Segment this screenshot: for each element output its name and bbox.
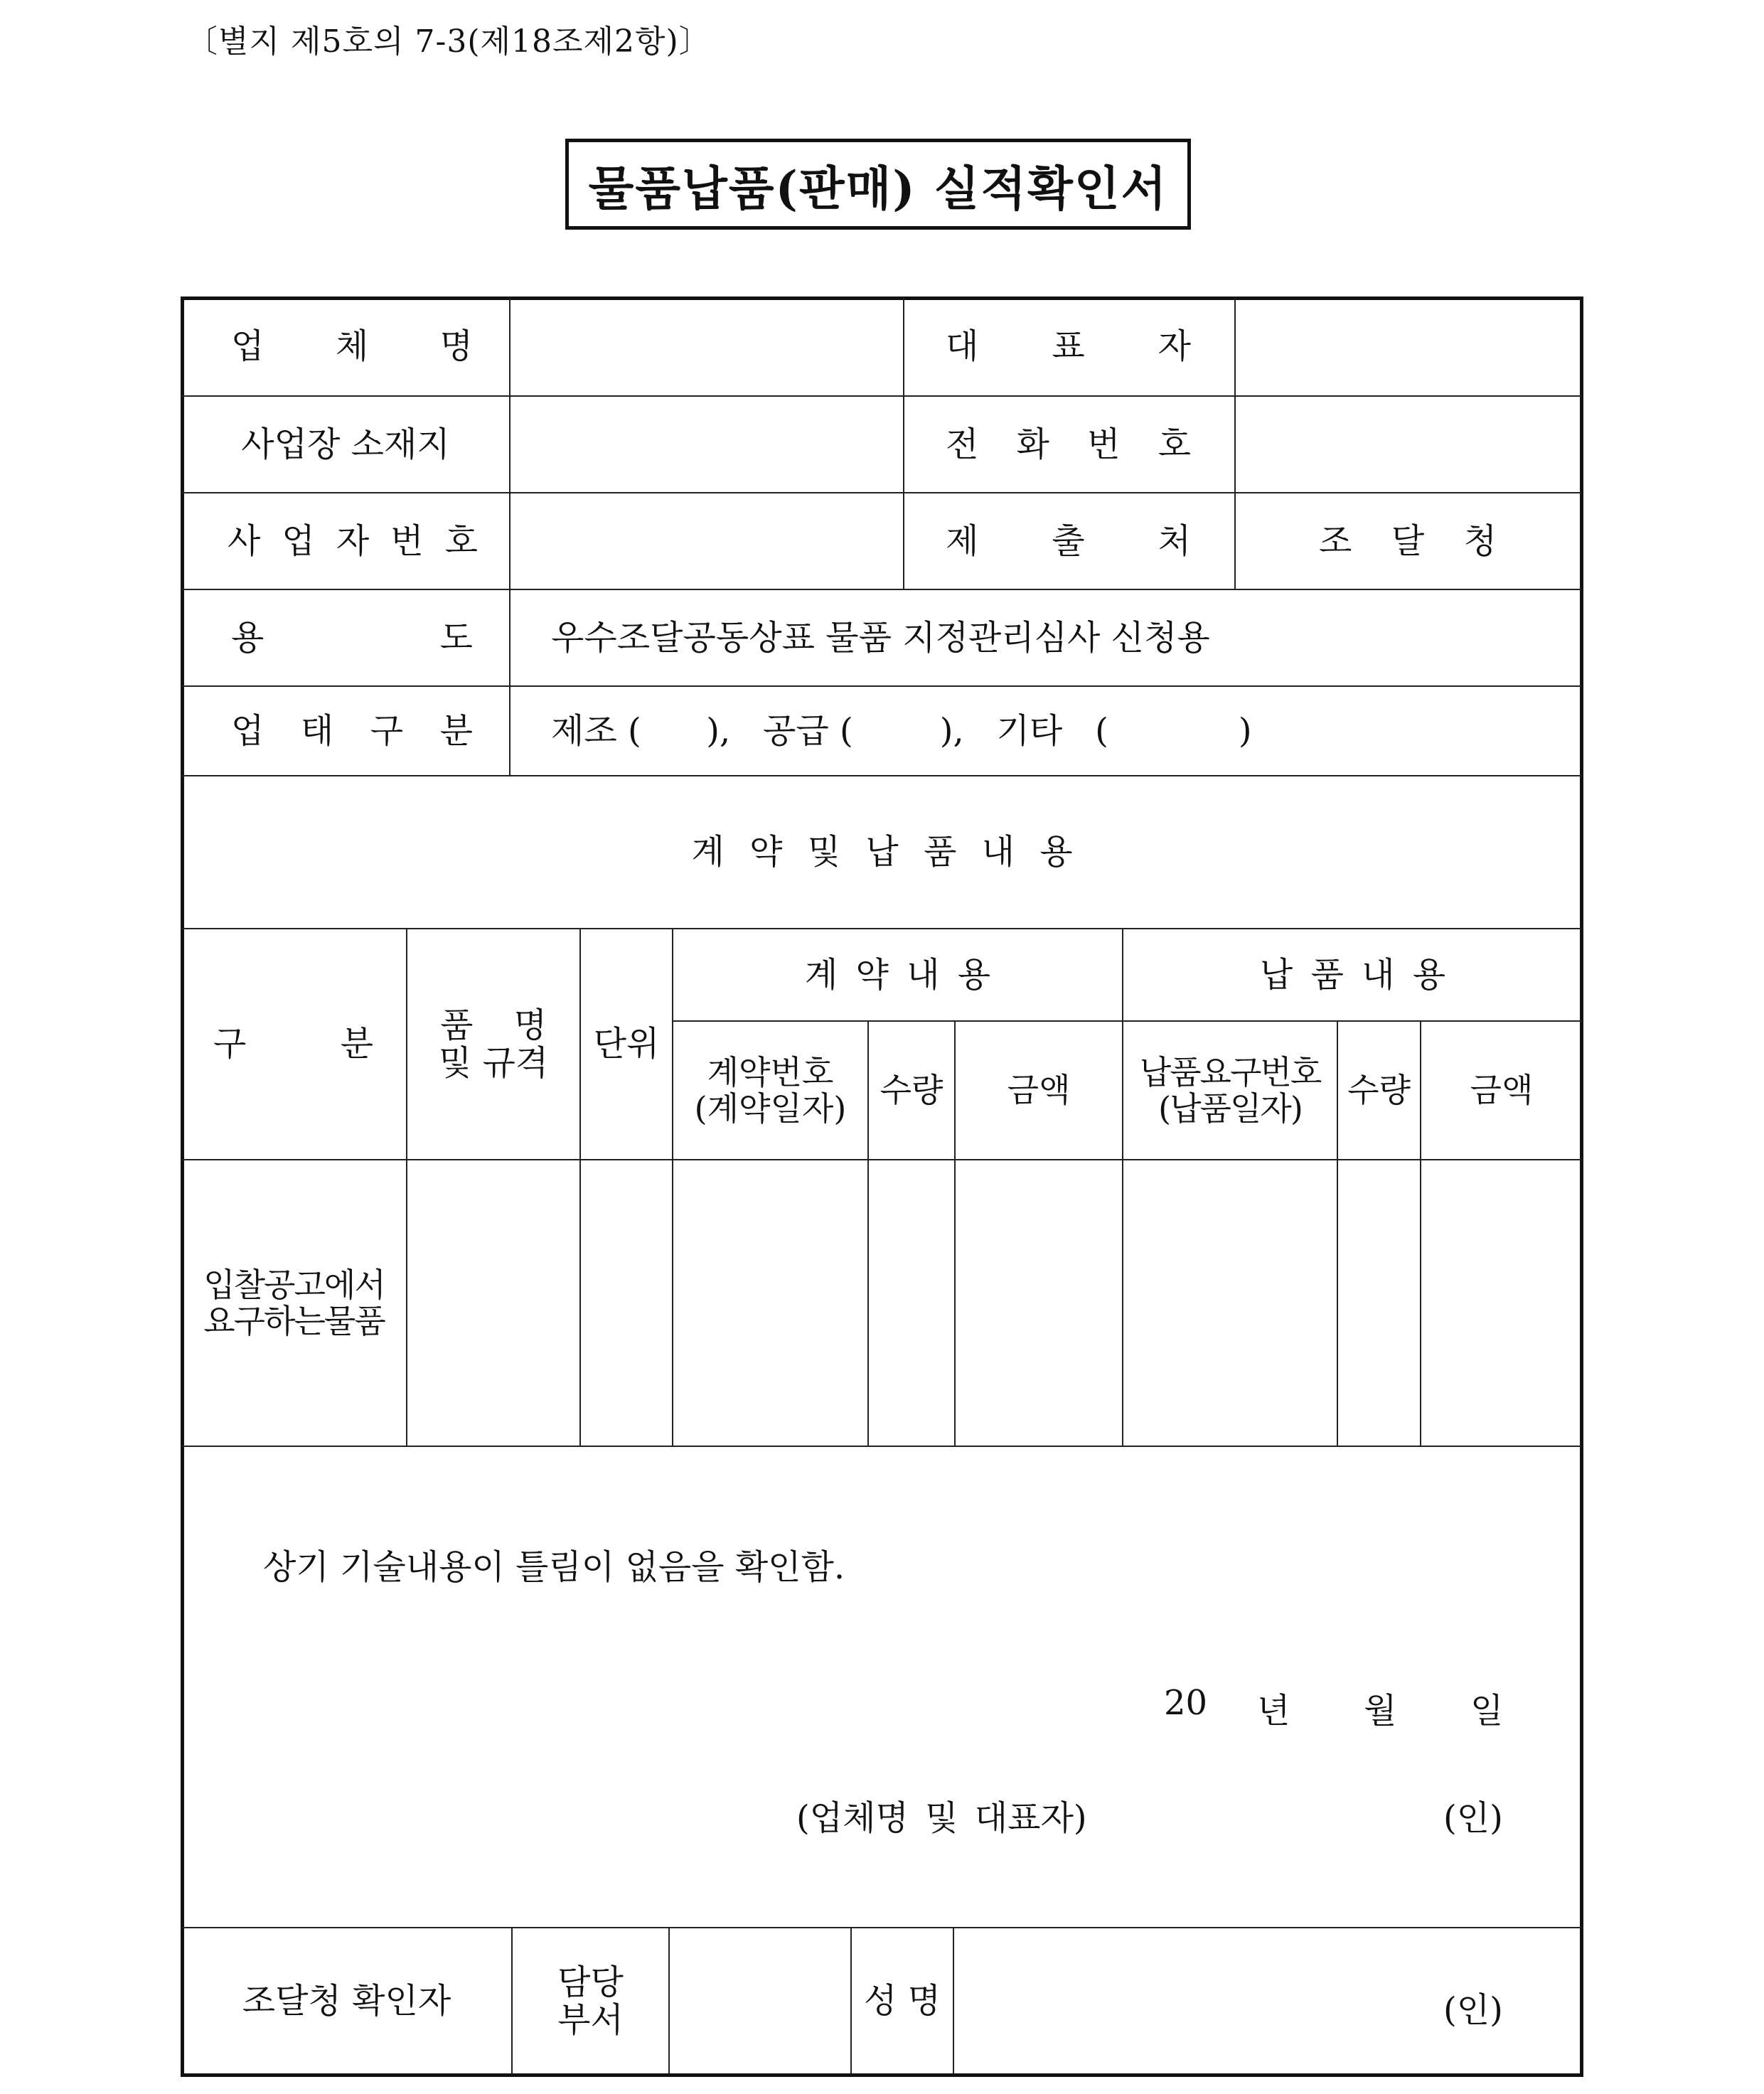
- confirmation-statement: 상기 기술내용이 틀림이 없음을 확인함.: [263, 1547, 845, 1587]
- delivery-group-header: 납 품 내 용: [1259, 954, 1446, 995]
- delivery-quantity-header: 수량: [1347, 1071, 1411, 1110]
- required-goods-row-label: 입찰공고에서 요구하는물품: [203, 1265, 385, 1340]
- date-day-label: 일: [1470, 1691, 1504, 1731]
- address-label: 사업장 소재지: [241, 424, 450, 464]
- col-category-header: 구 분: [213, 1024, 373, 1064]
- confirmer-label: 조달청 확인자: [242, 1981, 451, 2021]
- contract-number-header: 계약번호 (계약일자): [694, 1052, 847, 1128]
- document-title: [565, 139, 1191, 230]
- submit-to-label: 제 출 처: [946, 520, 1191, 561]
- purpose-value: 우수조달공동상표 물품 지정관리심사 신청용: [551, 617, 1210, 658]
- delivery-amount-input[interactable]: [1421, 1160, 1582, 1446]
- company-name-field[interactable]: [511, 298, 903, 395]
- phone-field[interactable]: [1236, 397, 1582, 492]
- date-month-label: 월: [1364, 1691, 1397, 1731]
- purpose-label: 용 도: [231, 617, 473, 658]
- department-label: 담당 부서: [557, 1962, 624, 2040]
- company-name-label: 업 체 명: [231, 326, 473, 367]
- business-type-value[interactable]: 제조 ( ), 공급 ( ), 기타 ( ): [551, 710, 1252, 751]
- contract-number-input[interactable]: [673, 1160, 867, 1446]
- representative-field[interactable]: [1236, 298, 1582, 395]
- submit-to-value: 조 달 청: [1319, 520, 1497, 561]
- delivery-amount-header: 금액: [1470, 1071, 1534, 1110]
- department-input[interactable]: [670, 1928, 850, 2074]
- date-prefix: 20: [1164, 1683, 1208, 1723]
- contract-group-header: 계 약 내 용: [804, 954, 991, 995]
- contract-quantity-input[interactable]: [869, 1160, 954, 1446]
- col-unit-header: 단위: [593, 1024, 660, 1064]
- date-year-label: 년: [1257, 1691, 1290, 1731]
- contract-quantity-header: 수량: [880, 1071, 944, 1110]
- delivery-number-header: 납품요구번호 (납품일자): [1139, 1052, 1321, 1128]
- contract-amount-header: 금액: [1007, 1071, 1071, 1110]
- form-number-note: 〔별지 제5호의 7-3(제18조제2항)〕: [186, 23, 711, 60]
- item-spec-input[interactable]: [407, 1160, 579, 1446]
- footer-seal-mark: (인): [1443, 1990, 1503, 2030]
- title-text: 물품납품(판매) 실적확인서: [588, 160, 1168, 216]
- name-label: 성 명: [864, 1981, 941, 2021]
- contract-section-heading: 계 약 및 납 품 내 용: [691, 832, 1073, 872]
- unit-input[interactable]: [581, 1160, 672, 1446]
- row-divider: [182, 1446, 1582, 1447]
- delivery-number-input[interactable]: [1123, 1160, 1337, 1446]
- business-type-label: 업 태 구 분: [231, 710, 473, 751]
- business-number-field[interactable]: [511, 493, 903, 589]
- col-divider: [903, 298, 904, 589]
- representative-label: 대 표 자: [946, 326, 1191, 367]
- signer-label: (업체명 및 대표자): [796, 1798, 1087, 1838]
- phone-label: 전 화 번 호: [946, 424, 1191, 464]
- contract-amount-input[interactable]: [956, 1160, 1122, 1446]
- delivery-quantity-input[interactable]: [1338, 1160, 1420, 1446]
- address-field[interactable]: [511, 397, 903, 492]
- col-item-header: 품 명 및 규격: [438, 1005, 549, 1083]
- seal-mark: (인): [1443, 1798, 1503, 1838]
- business-number-label: 사 업 자 번 호: [228, 520, 478, 561]
